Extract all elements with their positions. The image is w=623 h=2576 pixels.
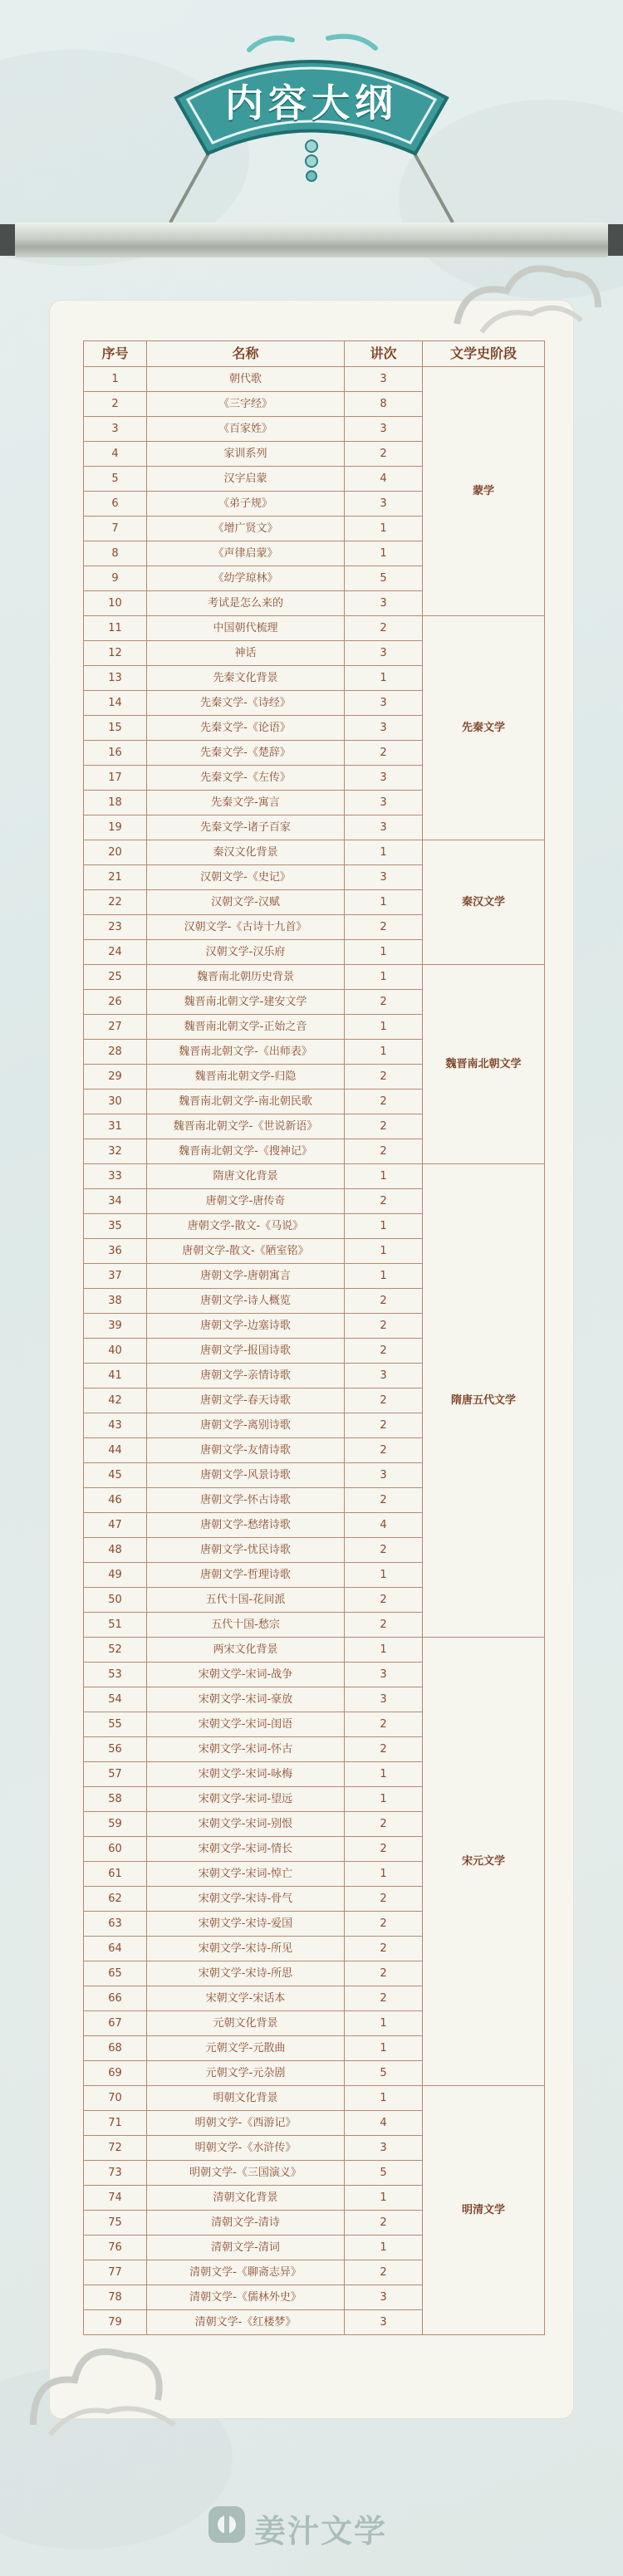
table-row	[84, 2086, 545, 2111]
row-lessons: 1	[345, 840, 423, 865]
row-index: 70	[84, 2086, 147, 2111]
row-index: 43	[84, 1413, 147, 1438]
row-lessons: 3	[345, 1463, 423, 1488]
row-lessons: 2	[345, 1314, 423, 1339]
row-lessons: 1	[345, 2186, 423, 2211]
row-index: 59	[84, 1812, 147, 1837]
row-name: 唐朝文学-亲情诗歌	[147, 1364, 345, 1388]
row-name: 宋朝文学-宋词-咏梅	[147, 1762, 345, 1787]
row-index: 12	[84, 641, 147, 666]
row-index: 36	[84, 1239, 147, 1264]
row-index: 52	[84, 1638, 147, 1663]
row-lessons: 2	[345, 442, 423, 467]
row-index: 39	[84, 1314, 147, 1339]
row-name: 清朝文学-清诗	[147, 2211, 345, 2236]
header-name: 名称	[147, 341, 345, 367]
row-name: 唐朝文学-愁绪诗歌	[147, 1513, 345, 1538]
row-index: 41	[84, 1364, 147, 1388]
row-name: 明朝文学-《西游记》	[147, 2111, 345, 2136]
row-lessons: 3	[345, 766, 423, 791]
row-lessons: 1	[345, 1762, 423, 1787]
row-name: 清朝文学-清词	[147, 2236, 345, 2260]
stage-cell: 明清文学	[423, 2086, 545, 2335]
row-lessons: 2	[345, 741, 423, 766]
row-name: 汉朝文学-《史记》	[147, 865, 345, 890]
row-lessons: 2	[345, 1737, 423, 1762]
row-lessons: 2	[345, 616, 423, 641]
row-name: 中国朝代梳理	[147, 616, 345, 641]
row-name: 《增广贤文》	[147, 517, 345, 541]
row-index: 33	[84, 1164, 147, 1189]
table-row	[84, 965, 545, 990]
row-index: 49	[84, 1563, 147, 1588]
row-index: 32	[84, 1139, 147, 1164]
row-index: 46	[84, 1488, 147, 1513]
cloud-decoration	[449, 249, 606, 349]
row-index: 74	[84, 2186, 147, 2211]
row-lessons: 3	[345, 716, 423, 741]
row-name: 明朝文学-《水浒传》	[147, 2136, 345, 2161]
row-index: 73	[84, 2161, 147, 2186]
row-name: 唐朝文学-友情诗歌	[147, 1438, 345, 1463]
row-name: 朝代歌	[147, 367, 345, 392]
table-body	[84, 367, 545, 2335]
row-lessons: 2	[345, 1937, 423, 1961]
row-name: 魏晋南北朝文学-归隐	[147, 1065, 345, 1090]
row-index: 71	[84, 2111, 147, 2136]
row-lessons: 8	[345, 392, 423, 417]
row-index: 54	[84, 1687, 147, 1712]
row-name: 宋朝文学-宋词-望远	[147, 1787, 345, 1812]
row-index: 25	[84, 965, 147, 990]
row-lessons: 2	[345, 1388, 423, 1413]
row-index: 62	[84, 1887, 147, 1912]
row-name: 先秦文学-《左传》	[147, 766, 345, 791]
row-name: 先秦文学-《论语》	[147, 716, 345, 741]
row-name: 宋朝文学-宋话本	[147, 1986, 345, 2011]
row-name: 唐朝文学-边塞诗歌	[147, 1314, 345, 1339]
row-lessons: 2	[345, 1339, 423, 1364]
row-lessons: 3	[345, 1663, 423, 1687]
row-lessons: 2	[345, 1488, 423, 1513]
row-name: 唐朝文学-散文-《陋室铭》	[147, 1239, 345, 1264]
row-name: 秦汉文化背景	[147, 840, 345, 865]
row-lessons: 2	[345, 2260, 423, 2285]
row-index: 16	[84, 741, 147, 766]
row-lessons: 1	[345, 1264, 423, 1289]
row-index: 9	[84, 566, 147, 591]
row-name: 唐朝文学-唐朝寓言	[147, 1264, 345, 1289]
row-name: 汉朝文学-汉乐府	[147, 940, 345, 965]
stage-cell: 魏晋南北朝文学	[423, 965, 545, 1164]
row-name: 先秦文学-《诗经》	[147, 691, 345, 716]
row-lessons: 1	[345, 965, 423, 990]
row-lessons: 1	[345, 1563, 423, 1588]
row-index: 20	[84, 840, 147, 865]
row-lessons: 2	[345, 1912, 423, 1937]
row-lessons: 3	[345, 492, 423, 517]
row-name: 先秦文学-《楚辞》	[147, 741, 345, 766]
stage-cell: 先秦文学	[423, 616, 545, 840]
row-name: 《幼学琼林》	[147, 566, 345, 591]
row-name: 魏晋南北朝历史背景	[147, 965, 345, 990]
row-index: 35	[84, 1214, 147, 1239]
row-index: 1	[84, 367, 147, 392]
row-index: 5	[84, 467, 147, 492]
row-index: 78	[84, 2285, 147, 2310]
row-index: 72	[84, 2136, 147, 2161]
header-index: 序号	[84, 341, 147, 367]
row-index: 30	[84, 1090, 147, 1114]
row-lessons: 1	[345, 666, 423, 691]
row-index: 4	[84, 442, 147, 467]
row-lessons: 2	[345, 1538, 423, 1563]
row-name: 元朝文学-元杂剧	[147, 2061, 345, 2086]
row-lessons: 2	[345, 1588, 423, 1613]
row-name: 《弟子规》	[147, 492, 345, 517]
row-lessons: 2	[345, 1289, 423, 1314]
row-index: 79	[84, 2310, 147, 2335]
row-name: 先秦文学-诸子百家	[147, 815, 345, 840]
table-row	[84, 840, 545, 865]
row-lessons: 1	[345, 1862, 423, 1887]
row-index: 63	[84, 1912, 147, 1937]
row-index: 26	[84, 990, 147, 1015]
row-name: 唐朝文学-风景诗歌	[147, 1463, 345, 1488]
row-lessons: 2	[345, 1837, 423, 1862]
row-name: 考试是怎么来的	[147, 591, 345, 616]
row-index: 19	[84, 815, 147, 840]
row-lessons: 2	[345, 1887, 423, 1912]
row-lessons: 4	[345, 1513, 423, 1538]
row-lessons: 1	[345, 541, 423, 566]
row-lessons: 2	[345, 1189, 423, 1214]
row-index: 48	[84, 1538, 147, 1563]
row-name: 唐朝文学-怀古诗歌	[147, 1488, 345, 1513]
row-index: 42	[84, 1388, 147, 1413]
row-index: 29	[84, 1065, 147, 1090]
row-name: 魏晋南北朝文学-正始之音	[147, 1015, 345, 1040]
row-name: 汉字启蒙	[147, 467, 345, 492]
row-name: 明朝文学-《三国演义》	[147, 2161, 345, 2186]
row-index: 77	[84, 2260, 147, 2285]
row-lessons: 2	[345, 1712, 423, 1737]
row-lessons: 2	[345, 1139, 423, 1164]
row-lessons: 5	[345, 2061, 423, 2086]
row-name: 唐朝文学-忧民诗歌	[147, 1538, 345, 1563]
row-index: 37	[84, 1264, 147, 1289]
row-index: 2	[84, 392, 147, 417]
row-name: 唐朝文学-春天诗歌	[147, 1388, 345, 1413]
row-lessons: 5	[345, 566, 423, 591]
row-name: 宋朝文学-宋诗-爱国	[147, 1912, 345, 1937]
row-name: 清朝文学-《红楼梦》	[147, 2310, 345, 2335]
row-index: 75	[84, 2211, 147, 2236]
row-lessons: 2	[345, 1613, 423, 1638]
row-index: 60	[84, 1837, 147, 1862]
row-name: 宋朝文学-宋词-战争	[147, 1663, 345, 1687]
row-index: 67	[84, 2011, 147, 2036]
row-lessons: 1	[345, 2236, 423, 2260]
page-title: 内容大纲	[225, 81, 398, 125]
row-name: 两宋文化背景	[147, 1638, 345, 1663]
row-index: 66	[84, 1986, 147, 2011]
row-name: 宋朝文学-宋诗-骨气	[147, 1887, 345, 1912]
row-lessons: 4	[345, 2111, 423, 2136]
row-lessons: 2	[345, 1961, 423, 1986]
row-lessons: 2	[345, 1090, 423, 1114]
row-lessons: 1	[345, 940, 423, 965]
row-name: 先秦文化背景	[147, 666, 345, 691]
row-lessons: 3	[345, 815, 423, 840]
row-name: 魏晋南北朝文学-建安文学	[147, 990, 345, 1015]
row-lessons: 2	[345, 1986, 423, 2011]
row-index: 69	[84, 2061, 147, 2086]
row-index: 28	[84, 1040, 147, 1065]
row-index: 7	[84, 517, 147, 541]
row-index: 13	[84, 666, 147, 691]
row-name: 唐朝文学-散文-《马说》	[147, 1214, 345, 1239]
stage-cell: 秦汉文学	[423, 840, 545, 965]
brand-logo-text: 姜汁文学	[254, 2513, 388, 2549]
row-index: 23	[84, 915, 147, 940]
row-name: 唐朝文学-哲理诗歌	[147, 1563, 345, 1588]
row-lessons: 2	[345, 1438, 423, 1463]
row-index: 61	[84, 1862, 147, 1887]
row-name: 《声律启蒙》	[147, 541, 345, 566]
row-name: 《百家姓》	[147, 417, 345, 442]
row-name: 宋朝文学-宋词-别恨	[147, 1812, 345, 1837]
row-lessons: 3	[345, 791, 423, 815]
row-lessons: 3	[345, 691, 423, 716]
row-index: 55	[84, 1712, 147, 1737]
row-lessons: 3	[345, 417, 423, 442]
row-lessons: 3	[345, 1687, 423, 1712]
row-index: 18	[84, 791, 147, 815]
row-index: 47	[84, 1513, 147, 1538]
row-name: 汉朝文学-汉赋	[147, 890, 345, 915]
row-index: 45	[84, 1463, 147, 1488]
row-name: 汉朝文学-《古诗十九首》	[147, 915, 345, 940]
row-lessons: 1	[345, 1015, 423, 1040]
row-name: 唐朝文学-唐传奇	[147, 1189, 345, 1214]
row-lessons: 3	[345, 367, 423, 392]
table-row	[84, 1164, 545, 1189]
row-lessons: 2	[345, 915, 423, 940]
row-name: 五代十国-愁宗	[147, 1613, 345, 1638]
row-lessons: 2	[345, 1812, 423, 1837]
row-name: 魏晋南北朝文学-南北朝民歌	[147, 1090, 345, 1114]
row-lessons: 1	[345, 2011, 423, 2036]
row-lessons: 1	[345, 1239, 423, 1264]
row-name: 元朝文化背景	[147, 2011, 345, 2036]
row-name: 唐朝文学-报国诗歌	[147, 1339, 345, 1364]
row-index: 22	[84, 890, 147, 915]
row-lessons: 3	[345, 865, 423, 890]
row-index: 58	[84, 1787, 147, 1812]
row-name: 魏晋南北朝文学-《出师表》	[147, 1040, 345, 1065]
row-name: 宋朝文学-宋词-情长	[147, 1837, 345, 1862]
row-name: 隋唐文化背景	[147, 1164, 345, 1189]
row-lessons: 1	[345, 1787, 423, 1812]
rod-end-right	[608, 224, 623, 256]
row-name: 家训系列	[147, 442, 345, 467]
stage-cell: 蒙学	[423, 367, 545, 616]
row-name: 宋朝文学-宋诗-所见	[147, 1937, 345, 1961]
row-name: 清朝文学-《聊斋志异》	[147, 2260, 345, 2285]
row-lessons: 3	[345, 2285, 423, 2310]
header-stage: 文学史阶段	[423, 341, 545, 367]
brand-logo	[206, 2502, 422, 2549]
row-lessons: 1	[345, 1164, 423, 1189]
row-lessons: 1	[345, 517, 423, 541]
table-row	[84, 367, 545, 392]
row-index: 65	[84, 1961, 147, 1986]
row-index: 53	[84, 1663, 147, 1687]
stage-cell: 宋元文学	[423, 1638, 545, 2086]
row-index: 15	[84, 716, 147, 741]
row-name: 宋朝文学-宋词-悼亡	[147, 1862, 345, 1887]
row-lessons: 4	[345, 467, 423, 492]
row-lessons: 2	[345, 990, 423, 1015]
header-lessons: 讲次	[345, 341, 423, 367]
row-name: 魏晋南北朝文学-《世说新语》	[147, 1114, 345, 1139]
row-lessons: 1	[345, 1214, 423, 1239]
row-lessons: 3	[345, 2136, 423, 2161]
row-lessons: 3	[345, 641, 423, 666]
row-lessons: 1	[345, 2086, 423, 2111]
row-lessons: 3	[345, 1364, 423, 1388]
row-name: 宋朝文学-宋词-豪放	[147, 1687, 345, 1712]
table-header-row	[84, 341, 545, 367]
row-name: 清朝文学-《儒林外史》	[147, 2285, 345, 2310]
row-index: 8	[84, 541, 147, 566]
row-lessons: 1	[345, 1040, 423, 1065]
row-name: 清朝文化背景	[147, 2186, 345, 2211]
row-index: 51	[84, 1613, 147, 1638]
row-lessons: 3	[345, 591, 423, 616]
row-lessons: 2	[345, 1065, 423, 1090]
row-index: 14	[84, 691, 147, 716]
row-index: 11	[84, 616, 147, 641]
row-index: 40	[84, 1339, 147, 1364]
row-index: 57	[84, 1762, 147, 1787]
row-name: 宋朝文学-宋诗-所思	[147, 1961, 345, 1986]
table-row	[84, 616, 545, 641]
row-index: 24	[84, 940, 147, 965]
table-row	[84, 1638, 545, 1663]
row-lessons: 5	[345, 2161, 423, 2186]
row-name: 魏晋南北朝文学-《搜神记》	[147, 1139, 345, 1164]
stage-cell: 隋唐五代文学	[423, 1164, 545, 1638]
row-index: 76	[84, 2236, 147, 2260]
rod-end-left	[0, 224, 15, 256]
row-name: 《三字经》	[147, 392, 345, 417]
row-lessons: 3	[345, 2310, 423, 2335]
row-lessons: 1	[345, 2036, 423, 2061]
row-index: 6	[84, 492, 147, 517]
row-index: 50	[84, 1588, 147, 1613]
row-index: 44	[84, 1438, 147, 1463]
row-index: 3	[84, 417, 147, 442]
course-outline-table	[83, 340, 545, 2335]
row-lessons: 2	[345, 1413, 423, 1438]
row-index: 38	[84, 1289, 147, 1314]
row-name: 明朝文化背景	[147, 2086, 345, 2111]
row-name: 宋朝文学-宋词-怀古	[147, 1737, 345, 1762]
row-lessons: 1	[345, 890, 423, 915]
row-name: 宋朝文学-宋词-闺语	[147, 1712, 345, 1737]
row-index: 21	[84, 865, 147, 890]
row-lessons: 2	[345, 1114, 423, 1139]
row-index: 68	[84, 2036, 147, 2061]
row-name: 先秦文学-寓言	[147, 791, 345, 815]
cloud-decoration	[25, 2325, 191, 2441]
row-index: 17	[84, 766, 147, 791]
row-name: 神话	[147, 641, 345, 666]
row-lessons: 1	[345, 1638, 423, 1663]
row-index: 64	[84, 1937, 147, 1961]
row-index: 31	[84, 1114, 147, 1139]
brand-mark-icon	[206, 2504, 248, 2545]
row-index: 34	[84, 1189, 147, 1214]
row-index: 27	[84, 1015, 147, 1040]
row-index: 56	[84, 1737, 147, 1762]
row-name: 五代十国-花间派	[147, 1588, 345, 1613]
row-name: 唐朝文学-诗人概览	[147, 1289, 345, 1314]
row-name: 元朝文学-元散曲	[147, 2036, 345, 2061]
row-name: 唐朝文学-离别诗歌	[147, 1413, 345, 1438]
row-index: 10	[84, 591, 147, 616]
row-lessons: 2	[345, 2211, 423, 2236]
